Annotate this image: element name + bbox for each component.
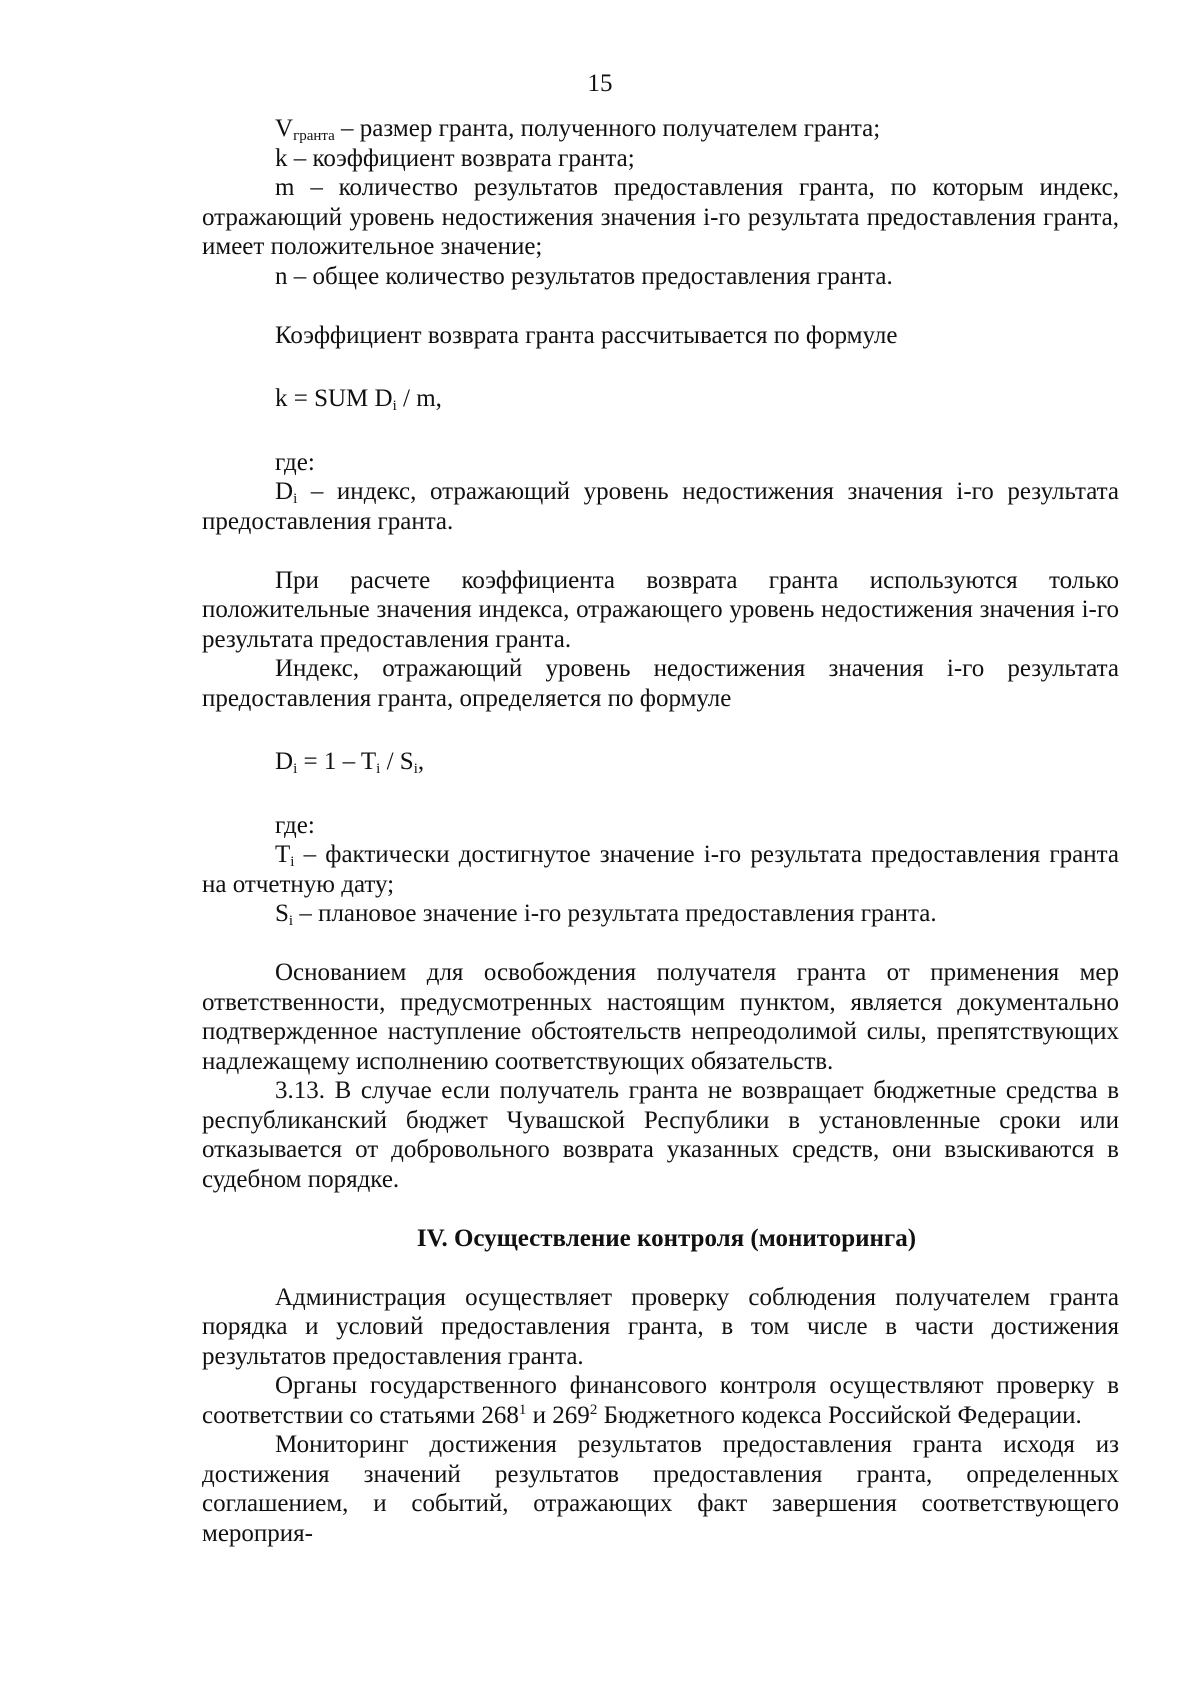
section-heading: IV. Осуществление контроля (мониторинга) (416, 1224, 917, 1252)
definition-v-grant: $V_{гранта}$ – размер гранта, полученного получателем гранта; (275, 115, 881, 144)
where-label-2: где: (275, 811, 315, 839)
formula-k: k = SUM $D_i$ / m, (275, 385, 442, 414)
definition-n: n – общее количество результатов предоставления гранта. (275, 262, 893, 290)
document-body (202, 114, 1119, 1548)
where-label-1: где: (275, 448, 315, 476)
paragraph-index-formula: Индекс, отражающий уровень недостижения значения i-го результата предоставления гранта, определяется по формуле (202, 655, 1119, 712)
paragraph-control-organs: Органы государственного финансового контроля осуществляют проверку в соответствии со статьями $268^1$ и $269^2$ Бюджетного кодекса Российской Федерации. (202, 1372, 1119, 1429)
paragraph-monitoring: Мониторинг достижения результатов предоставления гранта исходя из достижения значений результатов предоставления гранта, определенных соглашением, и событий, отражающих факт завершения соответствующего мероприя- (202, 1431, 1119, 1547)
paragraph-administration: Администрация осуществляет проверку соблюдения получателем гранта порядка и условий предоставления гранта, в том числе в части достижения результатов предоставления гранта. (202, 1283, 1119, 1370)
definition-t: $T_i$ – фактически достигнутое значение i-го результата предоставления гранта на отчетную дату; (202, 841, 1119, 898)
k-formula-intro: Коэффициент возврата гранта рассчитывается по формуле (275, 321, 898, 349)
paragraph-force-majeure: Основанием для освобождения получателя гранта от применения мер ответственности, предусмотренных настоящим пунктом, является документально подтвержденное наступление обстоятельств непреодолимой силы, препятствующих надлежащему исполнению соответствующих обязательств. (202, 959, 1119, 1075)
definition-m: m – количество результатов предоставления гранта, по которым индекс, отражающий уровень недостижения значения i-го результата предоставления гранта, имеет положительное значение; (202, 174, 1119, 260)
paragraph-3-13: 3.13. В случае если получатель гранта не возвращает бюджетные средства в республиканский бюджет Чувашской Республики в установленные сроки или отказывается от добровольного возврата указанных средств, они взыскиваются в судебном порядке. (202, 1077, 1119, 1193)
definition-d: $D_i$ – индекс, отражающий уровень недостижения значения i-го результата предоставления гранта. (202, 478, 1119, 535)
paragraph-positive-values: При расчете коэффициента возврата гранта используются только положительные значения индекса, отражающего уровень недостижения значения i-го результата предоставления гранта. (202, 566, 1119, 653)
definition-k: k – коэффициент возврата гранта; (275, 144, 635, 172)
page-number: 15 (587, 70, 613, 97)
formula-d: $D_i = 1 - T_i / S_i$, (275, 748, 425, 777)
definition-s: $S_i$ – плановое значение i-го результата предоставления гранта. (275, 900, 937, 929)
